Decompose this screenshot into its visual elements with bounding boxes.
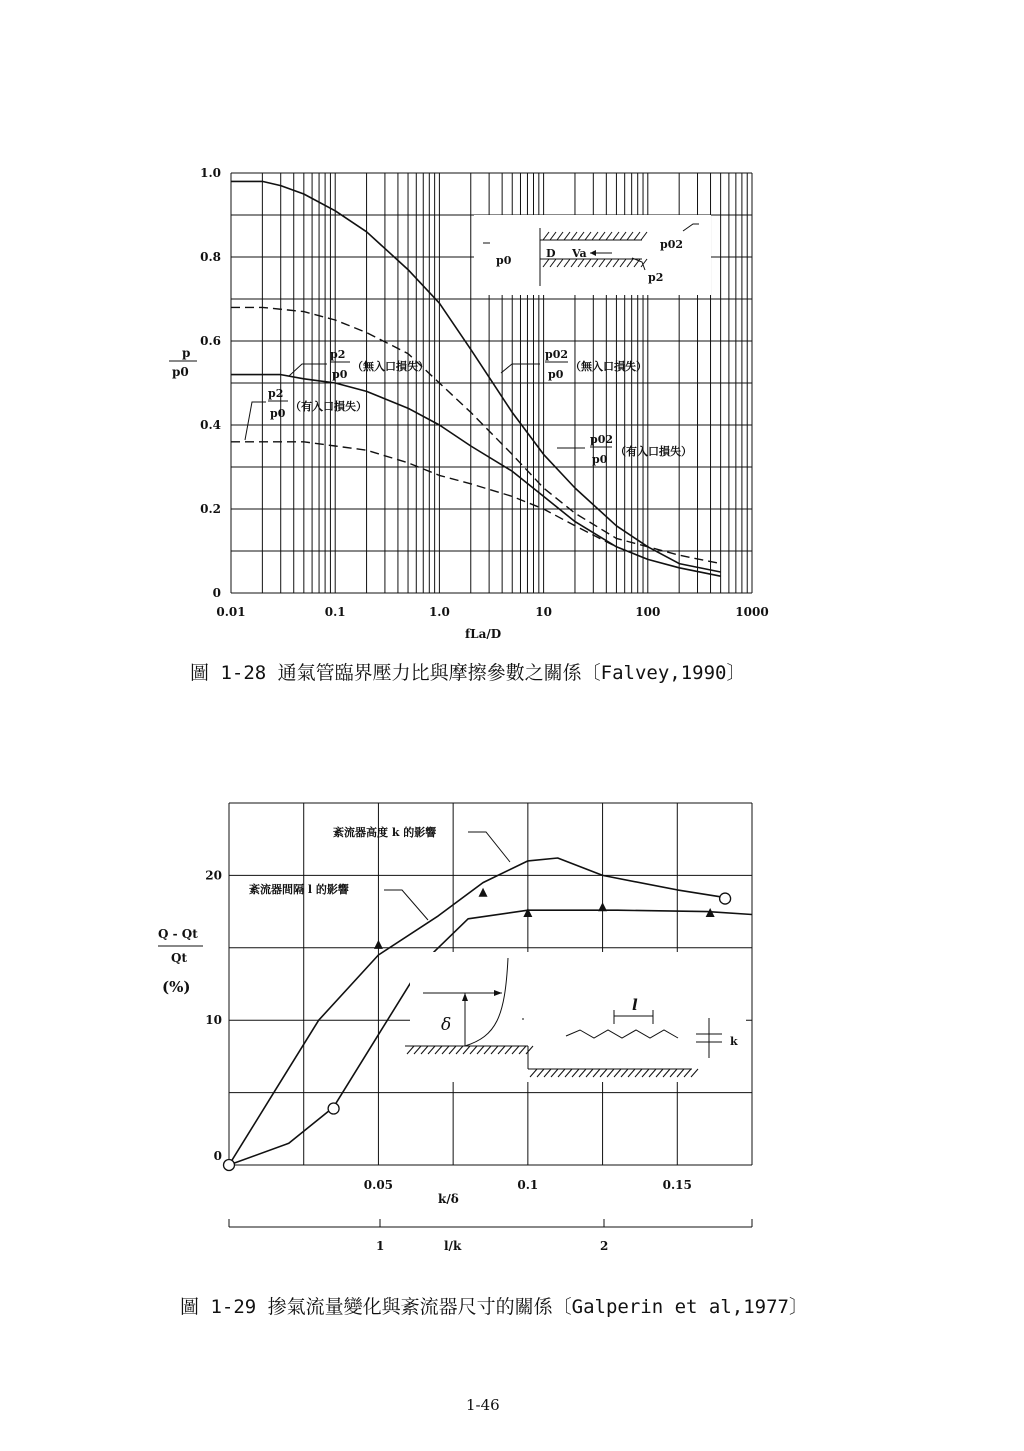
chart2-xlabel: k/δ — [438, 1192, 459, 1206]
secondary-axis-tick-label: 1 — [376, 1239, 385, 1253]
label-den: p0 — [548, 368, 564, 381]
chart2-ylabel-unit: (%) — [162, 978, 191, 996]
secondary-axis-tick-label: 2 — [600, 1239, 609, 1253]
label-note: （無入口損失） — [570, 360, 647, 373]
label-num: p2 — [330, 348, 346, 361]
data-point-circle — [328, 1103, 339, 1114]
inset-p2-label: p2 — [648, 271, 664, 284]
data-point-triangle — [374, 940, 383, 949]
chart2-ylabel-top: Q - Qt — [158, 927, 198, 941]
data-point-triangle — [479, 888, 488, 897]
label-text: 紊流器間隔 l 的影響 — [249, 883, 349, 896]
chart2-ylabel-bottom: Qt — [171, 951, 187, 965]
y-tick-label: 0 — [212, 586, 221, 600]
chart2-label-k — [333, 825, 510, 862]
x-tick-label: 0.1 — [324, 605, 346, 619]
x-tick-label: 0.01 — [216, 605, 246, 619]
inset-k-label: k — [730, 1035, 738, 1048]
label-note: （有入口損失） — [290, 400, 367, 413]
chart1-ylabel-den: p0 — [172, 365, 189, 379]
label-num: p02 — [545, 348, 568, 361]
chart2-inset — [405, 952, 746, 1082]
x-tick-label: 100 — [635, 605, 661, 619]
figure-1-29 — [158, 803, 808, 1318]
series-line — [231, 307, 721, 563]
x-tick-label: 1000 — [735, 605, 769, 619]
x-tick-label: 1.0 — [428, 605, 450, 619]
label-den: p0 — [332, 368, 348, 381]
secondary-axis-label: l/k — [444, 1239, 462, 1253]
label-den: p0 — [270, 407, 286, 420]
data-point-circle — [224, 1160, 235, 1171]
label-text: 紊流器高度 k 的影響 — [333, 826, 437, 839]
label-leader — [468, 832, 510, 862]
inset-va-label: Va — [572, 247, 587, 260]
figure-1-28 — [169, 166, 769, 684]
chart2-label-l — [249, 882, 428, 920]
y-tick-label: 10 — [205, 1013, 222, 1028]
inset-d-label: D — [546, 247, 556, 260]
chart2-secondary-axis — [229, 1219, 752, 1253]
label-note: （無入口損失） — [352, 360, 429, 373]
inset-p0-label: p0 — [496, 254, 512, 267]
data-point-circle — [720, 893, 731, 904]
y-tick-label: 1.0 — [200, 166, 221, 180]
inset-l-label: l — [632, 996, 638, 1014]
chart1-inset — [474, 215, 711, 295]
y-tick-label: 0.8 — [200, 250, 221, 264]
label-num: p2 — [268, 387, 284, 400]
data-point-triangle — [523, 908, 532, 917]
chart1-xlabel: fLa/D — [465, 627, 502, 641]
chart2-caption: 圖 1-29 掺氣流量變化與紊流器尺寸的關係〔Galperin et al,1977〕 — [180, 1296, 808, 1318]
y-tick-label: 0.4 — [200, 418, 221, 432]
label-num: p02 — [590, 433, 613, 446]
y-tick-label: 0 — [213, 1149, 222, 1163]
label-leader — [384, 890, 428, 920]
x-tick-label: 10 — [535, 605, 552, 619]
y-tick-label: 0.2 — [200, 502, 221, 516]
chart1-caption: 圖 1-28 通氣管臨界壓力比與摩擦參數之關係〔Falvey,1990〕 — [190, 662, 746, 684]
inset-p02-label: p02 — [660, 238, 683, 251]
label-leader — [289, 364, 327, 376]
label-note: （有入口損失） — [615, 445, 692, 458]
inset-background — [410, 952, 746, 1082]
chart1-ylabel-num: p — [182, 346, 191, 360]
x-tick-label: 0.05 — [363, 1178, 394, 1192]
chart1-label-p2-with-loss — [245, 387, 367, 440]
x-tick-label: 0.15 — [662, 1178, 692, 1192]
label-den: p0 — [592, 453, 608, 466]
page-number: 1-46 — [466, 1396, 500, 1414]
inset-delta-label: δ — [441, 1015, 452, 1035]
x-tick-label: 0.1 — [517, 1178, 539, 1192]
y-tick-label: 20 — [205, 868, 222, 883]
y-tick-label: 0.6 — [200, 334, 221, 348]
